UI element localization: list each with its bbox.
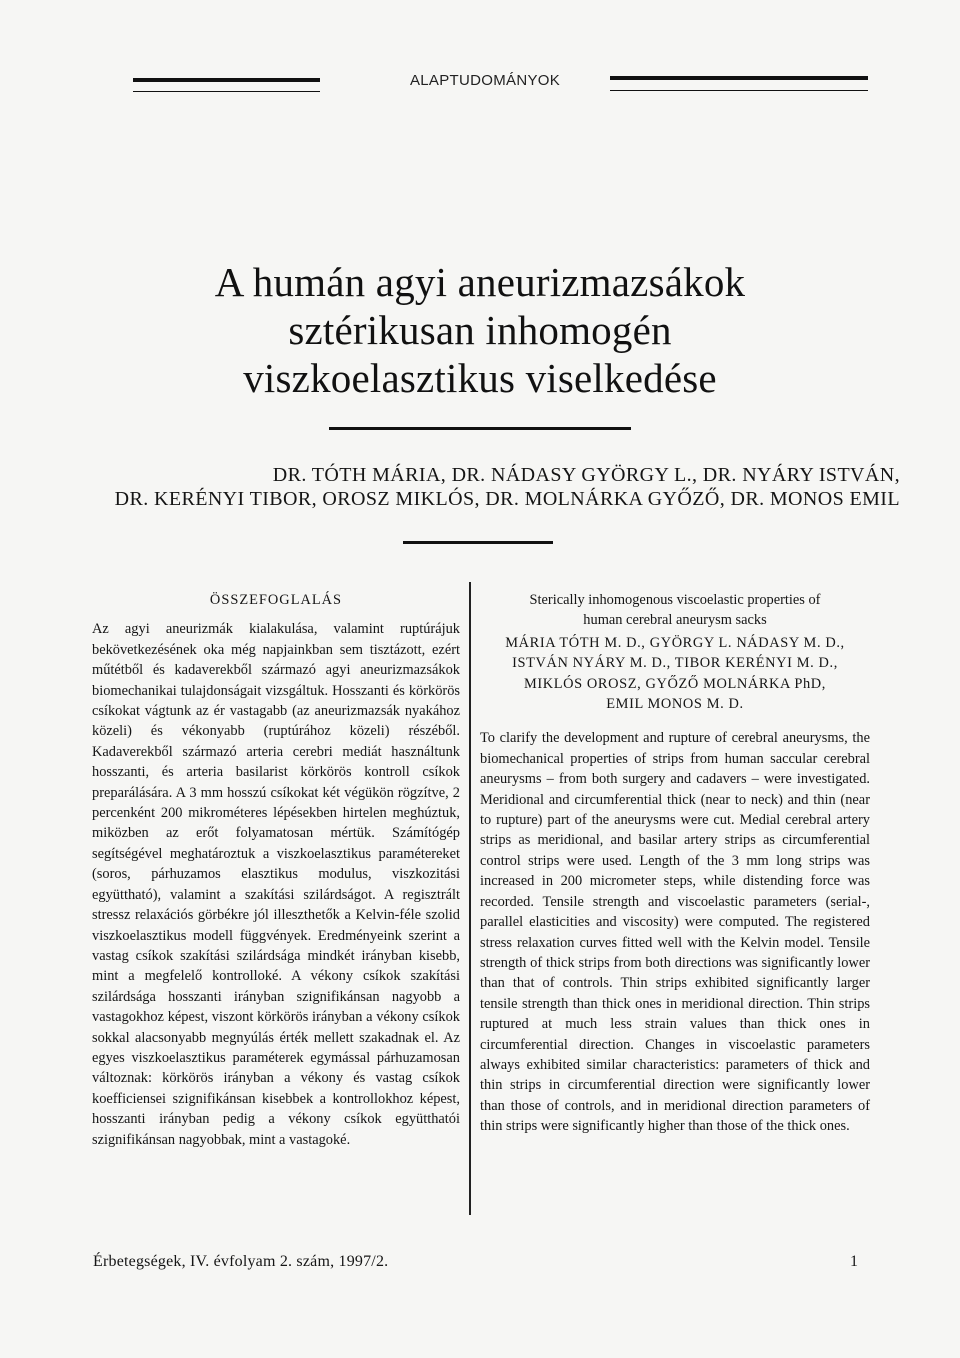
english-authors-line-4: EMIL MONOS M. D.: [606, 696, 744, 713]
abstract-heading: ÖSSZEFOGLALÁS: [209, 592, 343, 608]
title-line-2: sztérikusan inhomogén: [288, 307, 672, 353]
author-list: [60, 463, 900, 511]
abstract-text-en: To clarify the development and rupture of cerebral aneurysms, the biomechanical properties of strips from human saccular cerebral aneurysms – from both surgery and cadavers – were investigated. Meridional and circumferential thick (near to neck) and thin (near to rupture) part of the aneurysms were cut. Medial cerebral artery strips as meridional, and basilar artery strips as circumferential control strips were used. Length of the 3 mm long strips was increased in 200 micrometer steps, while distending force was recorded. Tensile strength and viscoelastic parameters (serial-, parallel elasticities and viscosity) were computed. The registered stress relaxation curves fitted well with the Kelvin model. Tensile strength of thick strips from both directions was significantly lower than that of controls. Thin strips exhibited significantly larger tensile strength than thick ones in meridional direction. Thin strips ruptured at much less strain values than thick ones in circumferential direction. Changes in viscoelastic parameters always exhibited similar characteristics: parameters of thick and thin strips in circumferential direction were significantly lower than those of controls, and in meridional direction parameters of thin strips were significantly higher than those of the thick ones.: [480, 730, 870, 1135]
english-title-line-1: Sterically inhomogenous viscoelastic properties of: [529, 592, 821, 608]
authors-line-1: DR. TÓTH MÁRIA, DR. NÁDASY GYÖRGY L., DR. NYÁRY ISTVÁN,: [272, 464, 900, 486]
journal-citation: Érbetegségek, IV. évfolyam 2. szám, 1997/2.: [93, 1253, 389, 1270]
header-rule-left-thick: [133, 78, 320, 82]
title-line-1: A humán agyi aneurizmazsákok: [214, 259, 746, 305]
english-abstract: [480, 590, 870, 1137]
english-title: [480, 590, 870, 631]
header-rule-left-thin: [133, 91, 320, 92]
header-rule-right-thick: [610, 76, 868, 80]
title-line-3: viszkoelasztikus viselkedése: [243, 355, 717, 401]
page-number: 1: [850, 1253, 858, 1270]
abstract-text-hu: Az agyi aneurizmák kialakulása, valamint ruptúrájuk bekövetkezésének oka még napjainkban sem tisztázott, ezért műtétből és kadaverekből származó agyi aneurizmazsákok biomechanikai tulajdonságait vizsgáltuk. Hosszanti és körkörös csíkokat vágtunk az ér vastagabb (az aneurizmazsák nyakához közeli) és vékonyabb (ruptúrához közeli) részéből. Kadaverekből származó arteria cerebri mediát használtunk hosszanti, és arteria basilarist körkörös kontroll csíkok preparálására. A 3 mm hosszú csíkokat két végükön rögzítve, 2 percenként 200 mikrométeres lépésekben hirtelen meghúztuk, miközben az erőt folyamatosan mértük. Számítógép segítségével meghatároztuk a viszkoelasztikus paramétereket (soros, párhuzamos elasztikus modulus, viszkozitási együttható), valamint a szakítási szilárdságot. A regisztrált stressz relaxációs görbékre jól illeszthetők a Kelvin-féle szolid viszkoelasztikus modell függvények. Eredményeink szerint a vastag csíkok szakítási szilárdsága mindkét irányban kisebb, mint a megfelelő kontrolloké. A vékony csíkok szakítási szilárdsága hosszanti irányban szignifikánsan nagyobb a vastagokhoz képest, viszont körkörös irányban a vékony csíkok sokkal alacsonyabb megnyúlás érték mellett szakadnak el. Az egyes viszkoelasztikus paraméterek egymással párhuzamosan változnak: körkörös irányban a vékony és vastag csíkok koefficiensei szignifikánsan kisebbek a kontrollokhoz képest, hosszanti irányban pedig a vékony csíkok együtthatói szignifikánsan nagyobbak, mint a vastagoké.: [92, 621, 460, 1148]
title-divider: [329, 427, 631, 430]
authors-line-2: DR. KERÉNYI TIBOR, OROSZ MIKLÓS, DR. MOLNÁRKA GYŐZŐ, DR. MONOS EMIL: [114, 488, 900, 510]
english-author-list: [480, 633, 870, 715]
column-divider: [469, 582, 471, 1215]
header-rule-right-thin: [610, 90, 868, 91]
english-authors-line-2: ISTVÁN NYÁRY M. D., TIBOR KERÉNYI M. D.,: [512, 655, 838, 672]
authors-divider: [403, 541, 553, 544]
english-authors-line-3: MIKLÓS OROSZ, GYŐZŐ MOLNÁRKA PhD,: [523, 675, 827, 692]
article-title: [100, 258, 860, 402]
hungarian-abstract: [92, 590, 460, 1150]
running-head: ALAPTUDOMÁNYOK: [409, 72, 561, 89]
english-title-line-2: human cerebral aneurysm sacks: [583, 612, 767, 629]
english-authors-line-1: MÁRIA TÓTH M. D., GYÖRGY L. NÁDASY M. D.,: [505, 634, 845, 651]
